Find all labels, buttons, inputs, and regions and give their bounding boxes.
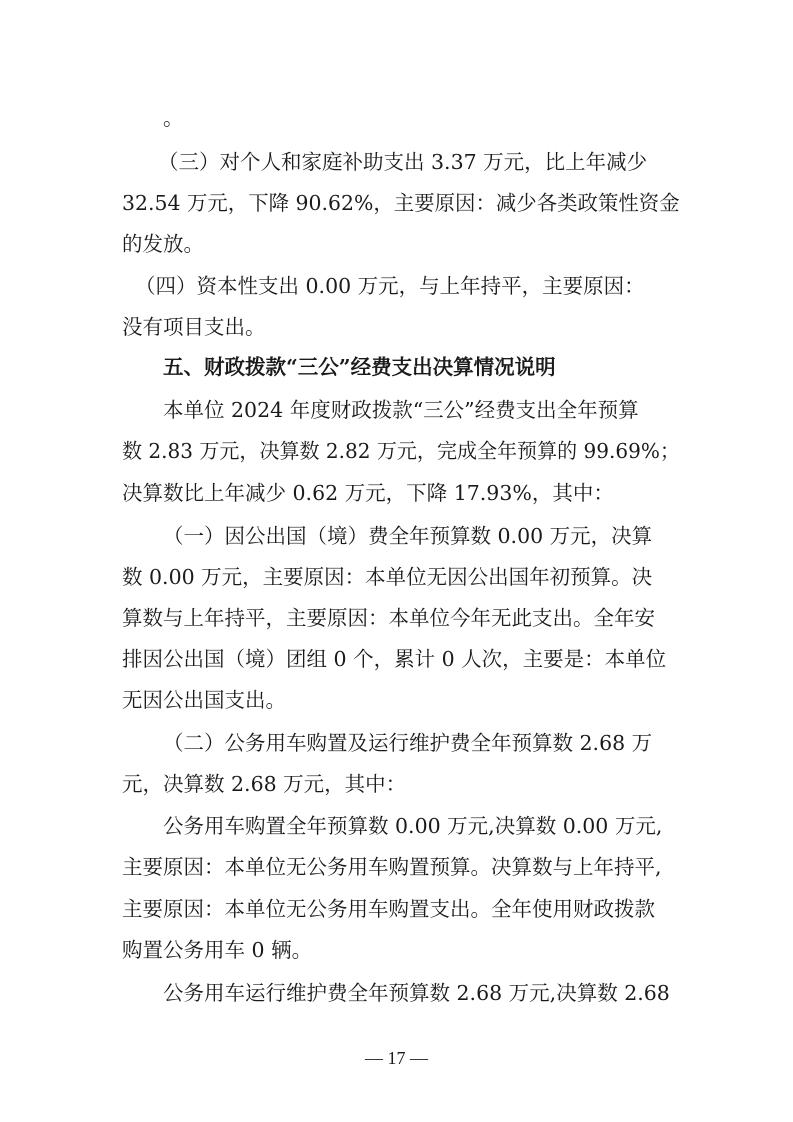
text-line-20: 主要原因：本单位无公务用车购置支出。全年使用财政拨款 [122, 897, 655, 921]
text-line-15: 无因公出国支出。 [122, 688, 286, 712]
text-line-11: （一）因公出国（境）费全年预算数 0.00 万元，决算 [163, 524, 653, 548]
text-line-19: 主要原因：本单位无公务用车购置预算。决算数与上年持平, [122, 855, 662, 879]
text-line-16: （二）公务用车购置及运行维护费全年预算数 2.68 万 [163, 731, 653, 755]
text-line-10: 决算数比上年减少 0.62 万元，下降 17.93%，其中： [122, 481, 614, 505]
text-line-2: （三）对个人和家庭补助支出 3.37 万元，比上年减少 [158, 150, 648, 174]
text-line-14: 排因公出国（境）团组 0 个，累计 0 人次，主要是：本单位 [122, 647, 667, 671]
text-line-21: 购置公务用车 0 辆。 [122, 938, 313, 962]
text-line-18: 公务用车购置全年预算数 0.00 万元,决算数 0.00 万元, [163, 814, 663, 838]
text-line-3: 32.54 万元，下降 90.62%，主要原因：减少各类政策性资金 [122, 191, 680, 215]
text-line-22: 公务用车运行维护费全年预算数 2.68 万元,决算数 2.68 [163, 981, 670, 1005]
page-number: — 17 — [365, 1048, 428, 1068]
text-line-8: 本单位 2024 年度财政拨款“三公”经费支出全年预算 [163, 398, 639, 422]
section-heading: 五、财政拨款“三公”经费支出决算情况说明 [163, 355, 556, 379]
text-line-4: 的发放。 [122, 232, 204, 256]
text-line-9: 数 2.83 万元，决算数 2.82 万元，完成全年预算的 99.69%； [122, 439, 680, 463]
text-line-1: 。 [163, 106, 184, 130]
text-line-5: （四）资本性支出 0.00 万元，与上年持平，主要原因： [135, 274, 645, 298]
text-line-6: 没有项目支出。 [122, 315, 266, 339]
text-line-13: 算数与上年持平，主要原因：本单位今年无此支出。全年安 [122, 606, 655, 630]
text-line-12: 数 0.00 万元，主要原因：本单位无因公出国年初预算。决 [122, 565, 653, 589]
text-line-17: 元，决算数 2.68 万元，其中： [122, 772, 407, 796]
